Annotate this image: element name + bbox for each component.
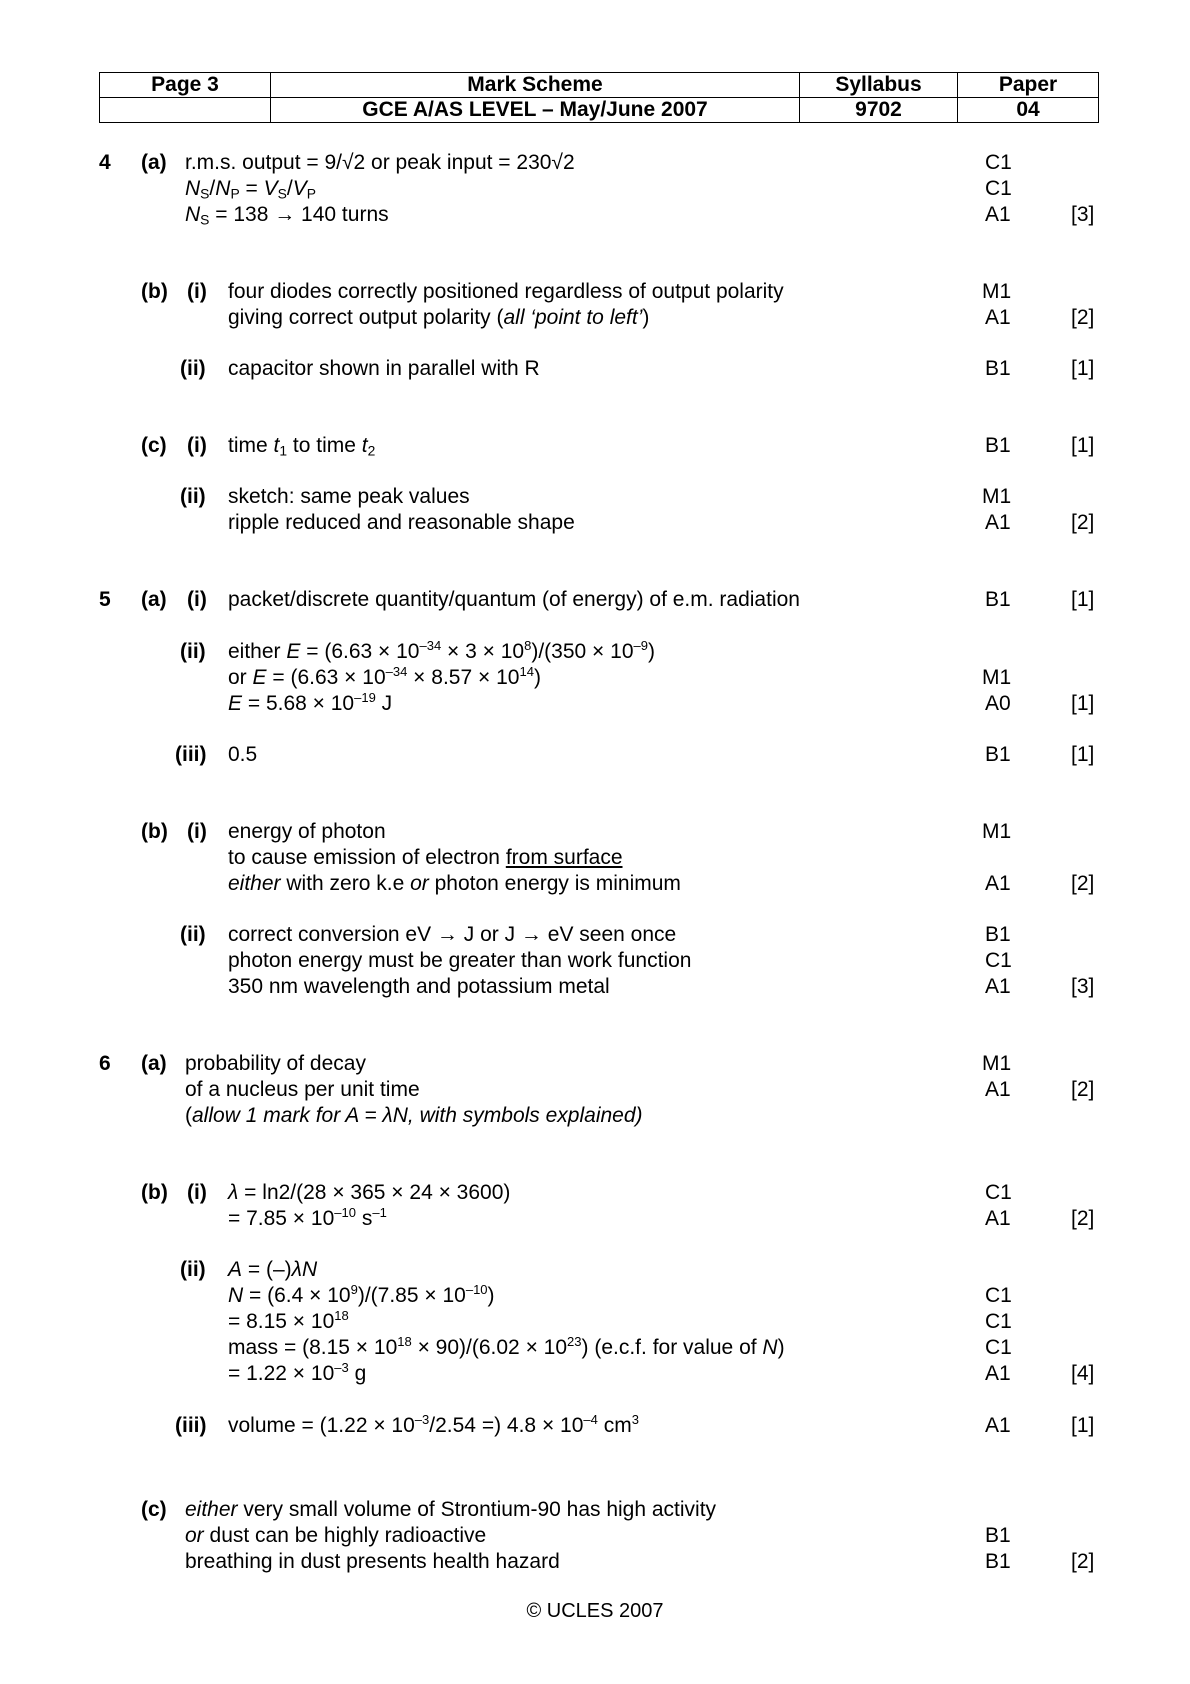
mark-code: M1 <box>982 280 1012 303</box>
part-label: (b) <box>141 280 168 303</box>
answer-line: = $7.85 \times 10^{-10}$ $s^{-1}$ <box>228 1205 387 1230</box>
answer-line: ripple reduced and reasonable shape <box>228 511 575 534</box>
mark-code: A1 <box>985 511 1011 534</box>
answer-line: energy of photon <box>228 820 386 843</box>
mark-code: M1 <box>982 666 1012 689</box>
mark-total: [3] <box>1071 203 1095 226</box>
mark-total: [3] <box>1071 975 1095 998</box>
question-number: 5 <box>99 588 111 611</box>
mark-code: A1 <box>985 1207 1011 1230</box>
page-cell: Page 3 <box>100 73 271 98</box>
blank-cell <box>100 98 271 123</box>
answer-line: to cause emission of electron from surface <box>228 846 623 869</box>
part-label: (a) <box>141 151 167 174</box>
mark-code: A1 <box>985 975 1011 998</box>
mark-total: [2] <box>1071 872 1095 895</box>
question-number: 4 <box>99 151 111 174</box>
answer-line: giving correct output polarity (all ‘point to left’) <box>228 306 650 329</box>
subpart-label: (i) <box>187 1181 207 1204</box>
syllabus-cell: Syllabus <box>800 73 958 98</box>
answer-line: of a nucleus per unit time <box>185 1078 420 1101</box>
part-label: (c) <box>141 1498 167 1521</box>
subpart-label: (i) <box>187 588 207 611</box>
mark-code: C1 <box>985 1310 1012 1333</box>
answer-line: or $E = (6.63 \times 10^{-34} \times 8.57 \times 10^{14})$ <box>228 664 541 689</box>
mark-total: [1] <box>1071 357 1095 380</box>
answer-line: either $E = (6.63 \times 10^{-34} \times 3 \times 10^8)/(350 \times 10^{-9})$ <box>228 638 655 663</box>
answer-line: $N = (6.4 \times 10^9)/(7.85 \times 10^{-10})$ <box>228 1282 495 1307</box>
mark-code: A1 <box>985 872 1011 895</box>
answer-line: = $1.22 \times 10^{-3}$ g <box>228 1360 367 1385</box>
answer-line: packet/discrete quantity/quantum (of energy) of e.m. radiation <box>228 588 800 611</box>
answer-line: breathing in dust presents health hazard <box>185 1550 560 1573</box>
mark-code: B1 <box>985 1550 1011 1573</box>
mark-total: [1] <box>1071 743 1095 766</box>
header-table <box>99 72 1099 123</box>
mark-total: [2] <box>1071 1207 1095 1230</box>
answer-line: volume = ($1.22 \times 10^{-3}/2.54$ =) $4.8 \times 10^{-4}$ $cm^3$ <box>228 1412 639 1437</box>
mark-code: C1 <box>985 949 1012 972</box>
answer-line: $N_S/N_P = V_S/V_P$ <box>185 177 316 202</box>
mark-code: C1 <box>985 151 1012 174</box>
header-row <box>100 98 1099 123</box>
answer-line: or dust can be highly radioactive <box>185 1524 487 1547</box>
mark-code: C1 <box>985 177 1012 200</box>
subpart-label: (i) <box>187 280 207 303</box>
mark-total: [1] <box>1071 1414 1095 1437</box>
mark-code: C1 <box>985 1181 1012 1204</box>
answer-line: sketch: same peak values <box>228 485 470 508</box>
mark-code: C1 <box>985 1284 1012 1307</box>
mark-code: B1 <box>985 434 1011 457</box>
mark-code: C1 <box>985 1336 1012 1359</box>
mark-code: A0 <box>985 692 1011 715</box>
subpart-label: (i) <box>187 434 207 457</box>
subpart-label: (ii) <box>180 640 206 663</box>
mark-code: A1 <box>985 1078 1011 1101</box>
subpart-label: (ii) <box>180 485 206 508</box>
paper-number-cell: 04 <box>958 98 1099 123</box>
mark-code: B1 <box>985 588 1011 611</box>
question-number: 6 <box>99 1052 111 1075</box>
mark-total: [1] <box>1071 692 1095 715</box>
header-row <box>100 73 1099 98</box>
mark-code: A1 <box>985 1414 1011 1437</box>
answer-line: 0.5 <box>228 743 258 766</box>
mark-total: [1] <box>1071 588 1095 611</box>
subpart-label: (iii) <box>175 743 207 766</box>
mark-total: [4] <box>1071 1362 1095 1385</box>
mark-total: [2] <box>1071 511 1095 534</box>
answer-line: photon energy must be greater than work function <box>228 949 692 972</box>
part-label: (a) <box>141 588 167 611</box>
answer-line: = $8.15 \times 10^{18}$ <box>228 1308 349 1333</box>
subpart-label: (iii) <box>175 1414 207 1437</box>
answer-line: time $t_1$ to time $t_2$ <box>228 434 376 459</box>
mark-code: M1 <box>982 485 1012 508</box>
part-label: (b) <box>141 820 168 843</box>
mark-total: [1] <box>1071 434 1095 457</box>
mark-code: A1 <box>985 203 1011 226</box>
answer-line: either with zero k.e or photon energy is minimum <box>228 872 681 895</box>
answer-line: probability of decay <box>185 1052 366 1075</box>
mark-code: M1 <box>982 1052 1012 1075</box>
answer-line: r.m.s. output = 9/√2 or peak input = 230√2 <box>185 151 575 174</box>
paper-cell: Paper <box>958 73 1099 98</box>
subpart-label: (ii) <box>180 923 206 946</box>
mark-code: A1 <box>985 306 1011 329</box>
subpart-label: (i) <box>187 820 207 843</box>
answer-line: four diodes correctly positioned regardless of output polarity <box>228 280 784 303</box>
subpart-label: (ii) <box>180 357 206 380</box>
mark-code: B1 <box>985 743 1011 766</box>
answer-line: capacitor shown in parallel with R <box>228 357 540 380</box>
copyright-footer: © UCLES 2007 <box>526 1600 664 1622</box>
answer-line: A = (–)λN <box>228 1258 318 1281</box>
answer-line: 350 nm wavelength and potassium metal <box>228 975 610 998</box>
answer-line: $N_S = 138 \to 140$ turns <box>185 203 389 228</box>
mark-code: B1 <box>985 1524 1011 1547</box>
mark-scheme-cell: Mark Scheme <box>271 73 800 98</box>
subpart-label: (ii) <box>180 1258 206 1281</box>
mark-code: B1 <box>985 357 1011 380</box>
answer-line: λ = ln2/(28 × 365 × 24 × 3600) <box>228 1181 511 1204</box>
mark-code: A1 <box>985 1362 1011 1385</box>
part-label: (c) <box>141 434 167 457</box>
mark-total: [2] <box>1071 306 1095 329</box>
part-label: (b) <box>141 1181 168 1204</box>
answer-line: either very small volume of Strontium-90 has high activity <box>185 1498 717 1521</box>
answer-line: correct conversion eV → J or J → eV seen once <box>228 923 677 946</box>
part-label: (a) <box>141 1052 167 1075</box>
answer-line: $E = 5.68 \times 10^{-19}$ J <box>228 690 393 715</box>
mark-code: B1 <box>985 923 1011 946</box>
exam-title-cell: GCE A/AS LEVEL – May/June 2007 <box>271 98 800 123</box>
mark-total: [2] <box>1071 1550 1095 1573</box>
mark-total: [2] <box>1071 1078 1095 1101</box>
syllabus-code-cell: 9702 <box>800 98 958 123</box>
answer-line: mass = $(8.15 \times 10^{18} \times 90)/(6.02 \times 10^{23})$ (e.c.f. for value of N) <box>228 1334 785 1359</box>
answer-line: (allow 1 mark for A = λN, with symbols explained) <box>185 1104 643 1127</box>
mark-code: M1 <box>982 820 1012 843</box>
